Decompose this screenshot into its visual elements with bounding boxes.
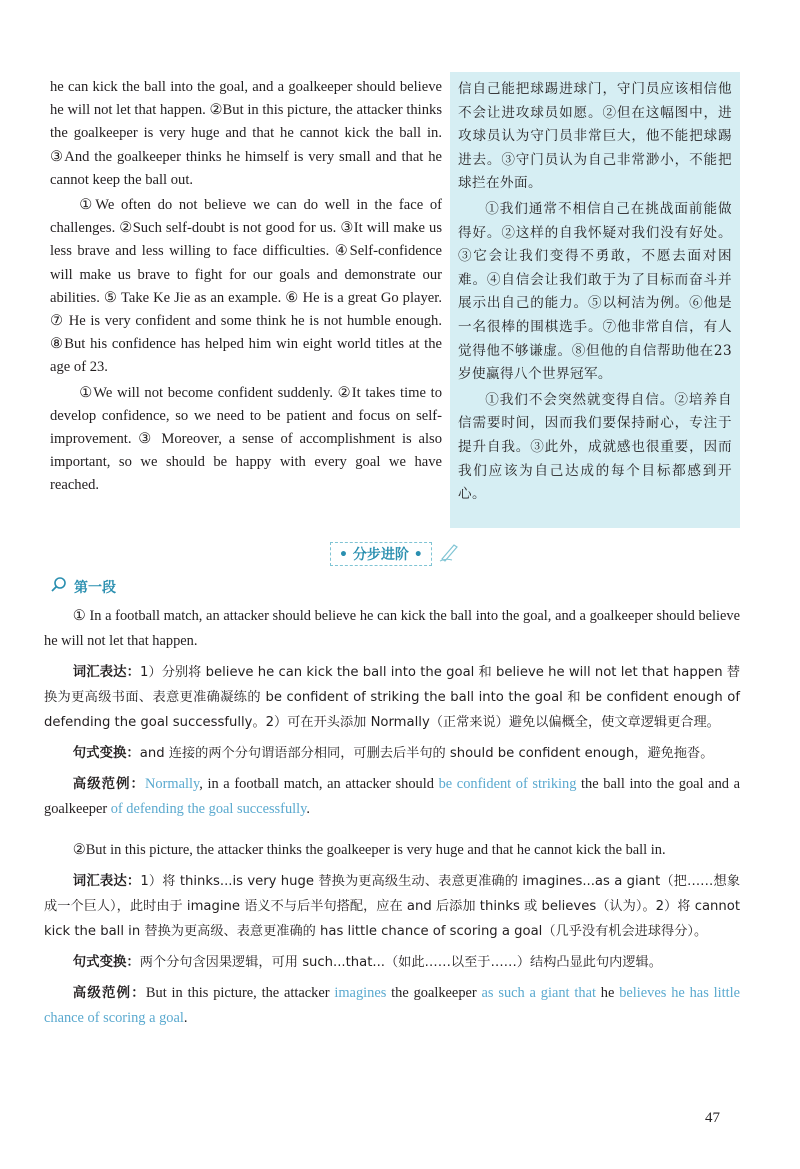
vocab-note-1 — [44, 660, 740, 735]
syntax-text: and 连接的两个分句谓语部分相同，可删去后半句的 should be confident enough，避免拖沓。 — [139, 746, 714, 761]
pen-icon — [438, 542, 460, 567]
part-title-text: 第一段 — [74, 580, 116, 596]
syntax-note-1 — [44, 741, 740, 766]
syntax-text: 两个分句含因果逻辑，可用 such...that...（如此……以至于……）结构凸显此句内逻辑。 — [139, 955, 662, 970]
cn-paragraph-3: ①我们不会突然就变得自信。②培养自信需要时间，因而我们要保持耐心，专注于提升自我。③此外，成就感也很重要，因而我们应该为自己达成的每个目标都感到开心。 — [458, 391, 732, 503]
model-label: 高级范例： — [72, 986, 146, 1001]
highlighted-phrase: Normally — [145, 776, 200, 792]
en-paragraph-1: he can kick the ball into the goal, and a goalkeeper should believe he will not let that happen. ②But in this picture, the attacker thinks the goalkeeper is very huge and that he cannot kick the ball in. ③And the goalkeeper thinks he himself is very small and that he cannot keep the ball out. — [50, 79, 442, 188]
highlighted-phrase: imagines — [334, 985, 387, 1001]
model-text: . — [183, 1010, 188, 1026]
model-text: the goalkeeper — [386, 985, 482, 1001]
en-paragraph-3: ①We will not become confident suddenly. ②It takes time to develop confidence, so we need to be patient and focus on self-improvement. ③ Moreover, a sense of accomplishment is also important, so we should be happy with every goal we have reached. — [50, 384, 442, 494]
model-label: 高级范例： — [72, 777, 145, 792]
highlighted-phrase: as such a giant that — [481, 985, 596, 1001]
highlighted-phrase: be confident of striking — [438, 776, 577, 792]
part-title — [50, 576, 116, 598]
model-2-segments — [44, 985, 740, 1026]
syntax-label: 句式变换： — [72, 955, 140, 970]
cn-paragraph-2: ①我们通常不相信自己在挑战面前能做得好。②这样的自我怀疑对我们没有好处。③它会让我们变得不勇敢，不愿去面对困难。④自信会让我们敢于为了目标而奋斗并展示出自己的能力。⑤以柯洁为例。⑥他是一名很棒的围棋选手。⑦他非常自信，有人觉得他不够谦虚。⑧但他的自信帮助他在23岁使赢得八个世界冠军。 — [458, 200, 732, 383]
vocab-label: 词汇表达： — [72, 665, 141, 680]
en-paragraph-2: ①We often do not believe we can do well in the face of challenges. ②Such self-doubt is not good for us. ③It will make us less brave and less willing to face difficulties. ④Self-confidence will make us brave to fight for our goals and demonstrate our abilities. ⑤ Take Ke Jie as an example. ⑥ He is a great Go player. ⑦ He is very confident and some think he is not humble enough. ⑧But his confidence has helped him win eight world titles at the age of 23. — [50, 197, 442, 376]
english-column — [50, 76, 442, 500]
model-1-segments — [44, 776, 740, 817]
chinese-translation-panel — [450, 72, 740, 528]
model-text: , in a football match, an attacker should — [199, 776, 439, 792]
sentence-2: ②But in this picture, the attacker thinks the goalkeeper is very huge and that he cannot kick the ball in. — [72, 842, 666, 858]
vocab-text: 1）分别将 believe he can kick the ball into the goal 和 believe he will not let that happen 替换为更高级书面、表意更准确凝练的 be confident of striking the ball into the goal 和 be confident enough of defending the goal successfully。2）可在开头添加 Normally（正常来说）避免以偏概全，使文章逻辑更合理。 — [44, 665, 740, 730]
vocab-text: 1）将 thinks...is very huge 替换为更高级生动、表意更准确的 imagines...as a giant（把……想象成一个巨人），此时由于 imagine 语义不与后半句搭配，应在 and 后添加 thinks 或 believes（认为）。2）将 cannot kick the ball in 替换为更高级、表意更准确的 has little chance of scoring a goal（几乎没有机会进球得分）。 — [44, 874, 741, 939]
cn-paragraph-1: 信自己能把球踢进球门，守门员应该相信他不会让进攻球员如愿。②但在这幅图中，进攻球员认为守门员非常巨大，他不能把球踢进去。③守门员认为自己非常渺小，不能把球拦在外面。 — [458, 81, 732, 192]
sentence-1: ① In a football match, an attacker should believe he can kick the ball into the goal, and a goalkeeper should believe he will not let that happen. — [44, 608, 740, 649]
bilingual-passage — [0, 72, 800, 532]
highlighted-phrase: believes he has little chance of scoring a goal — [44, 985, 741, 1026]
model-text: he — [595, 985, 620, 1001]
analysis-body — [44, 604, 740, 1037]
model-text: the ball into the goal and a goalkeeper — [44, 776, 740, 817]
syntax-label: 句式变换： — [72, 746, 140, 761]
model-sentence-1 — [44, 772, 740, 822]
highlighted-phrase: of defending the goal successfully — [110, 801, 307, 817]
model-text: But in this picture, the attacker — [145, 985, 335, 1001]
vocab-note-2 — [44, 869, 740, 944]
vocab-label: 词汇表达： — [72, 874, 141, 889]
page-number: 47 — [705, 1110, 720, 1126]
section-header — [330, 542, 460, 566]
search-icon — [50, 576, 68, 598]
model-sentence-2 — [44, 981, 740, 1031]
section-header-label: • 分步进阶 • — [330, 542, 432, 566]
model-text: . — [306, 801, 311, 817]
syntax-note-2 — [44, 950, 740, 975]
